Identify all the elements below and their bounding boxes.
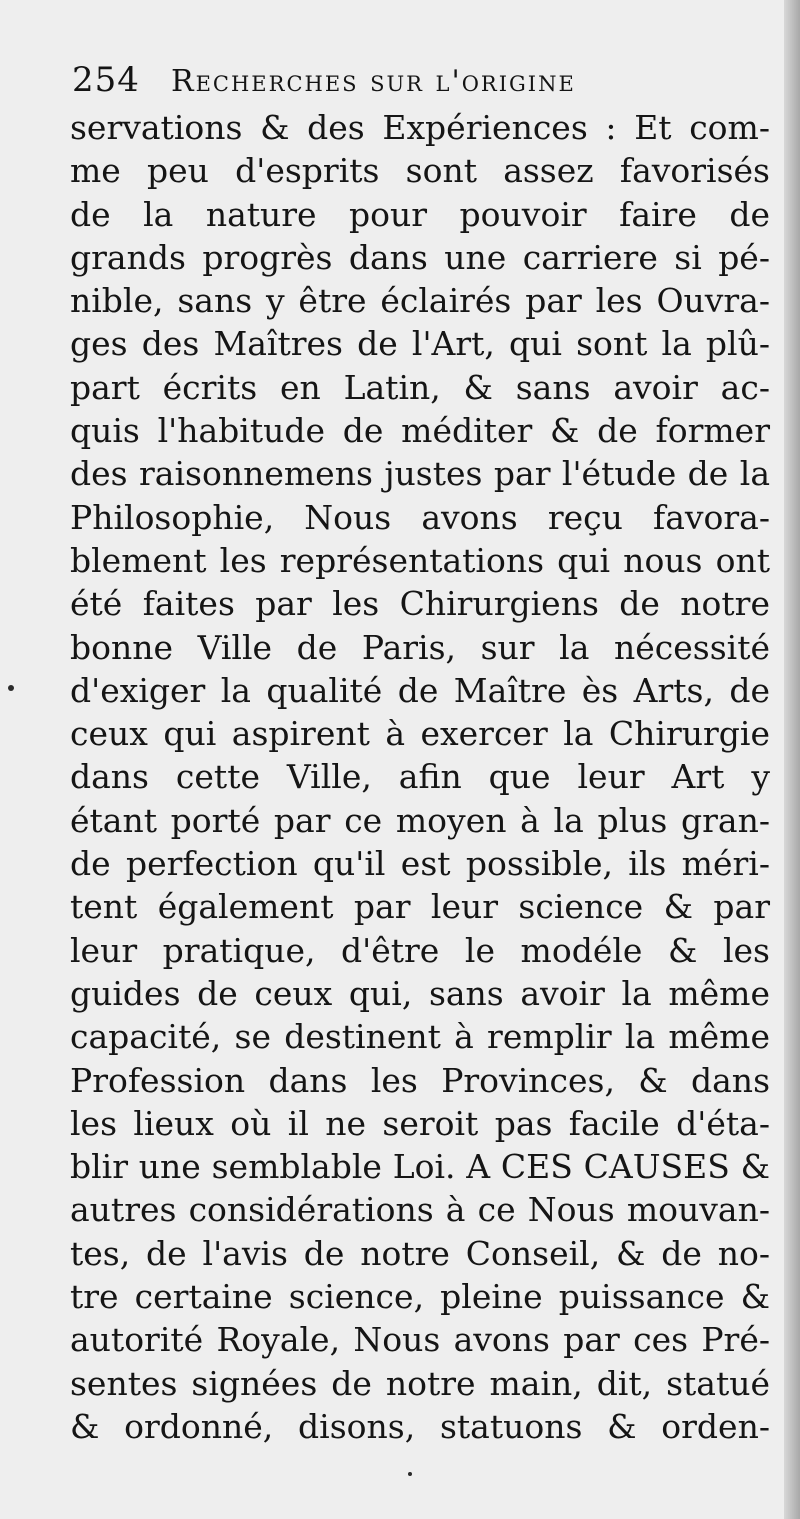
body-text [70, 106, 770, 1448]
text-line: Profession dans les Provinces, & dans [70, 1060, 770, 1100]
text-line: ceux qui aspirent à exercer la Chirurgie [70, 714, 770, 754]
text-line: les lieux où il ne seroit pas facile d'éta- [70, 1103, 770, 1143]
text-line: guides de ceux qui, sans avoir la même [70, 973, 770, 1013]
page-header [72, 60, 772, 106]
text-line: tes, de l'avis de notre Conseil, & de no- [70, 1233, 770, 1273]
text-line: capacité, se destinent à remplir la même [70, 1017, 770, 1057]
text-line: de la nature pour pouvoir faire de [70, 194, 770, 234]
text-line: dans cette Ville, afin que leur Art y [70, 757, 770, 797]
text-line: Philosophie, Nous avons reçu favora- [70, 497, 770, 537]
text-line: grands progrès dans une carriere si pé- [70, 237, 770, 277]
running-title: Recherches sur l'origine [171, 64, 576, 99]
page-edge-shadow [784, 0, 800, 1519]
text-line: servations & des Expériences : Et com- [70, 108, 770, 147]
ink-speck [408, 1472, 412, 1476]
text-line: étant porté par ce moyen à la plus gran- [70, 800, 770, 840]
text-line: nible, sans y être éclairés par les Ouvra- [70, 281, 770, 321]
text-line: été faites par les Chirurgiens de notre [70, 584, 770, 624]
page-number: 254 [72, 60, 140, 100]
text-line: tre certaine science, pleine puissance & [70, 1277, 770, 1317]
text-line: ges des Maîtres de l'Art, qui sont la plû- [70, 324, 770, 364]
text-line: d'exiger la qualité de Maître ès Arts, de [70, 670, 770, 710]
text-line: autorité Royale, Nous avons par ces Pré- [70, 1320, 770, 1360]
text-line: quis l'habitude de méditer & de former [70, 411, 770, 451]
text-line: blir une semblable Loi. A CES CAUSES & [70, 1147, 770, 1187]
text-line: bonne Ville de Paris, sur la nécessité [70, 627, 770, 667]
text-line: & ordonné, disons, statuons & orden- [70, 1406, 770, 1446]
ink-speck [8, 685, 14, 691]
text-line: blement les représentations qui nous ont [70, 540, 770, 580]
text-line: leur pratique, d'être le modéle & les [70, 930, 770, 970]
text-line: autres considérations à ce Nous mouvan- [70, 1190, 770, 1230]
text-line: de perfection qu'il est possible, ils méri- [70, 844, 770, 884]
text-line: part écrits en Latin, & sans avoir ac- [70, 367, 770, 407]
text-line: tent également par leur science & par [70, 887, 770, 927]
text-line: sentes signées de notre main, dit, statué [70, 1363, 770, 1403]
text-line: me peu d'esprits sont assez favorisés [70, 151, 770, 191]
text-line: des raisonnemens justes par l'étude de la [70, 454, 770, 494]
